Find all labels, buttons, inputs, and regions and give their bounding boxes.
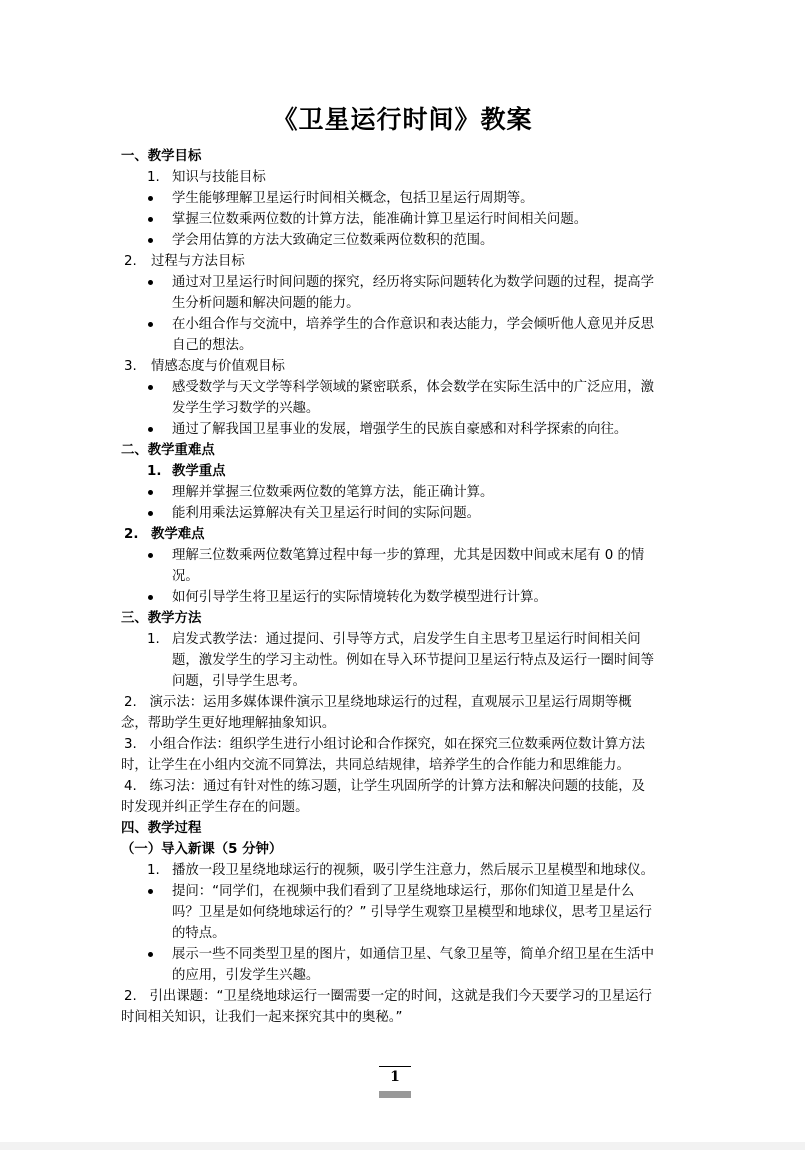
bullet-icon [148,217,153,222]
list-item: 学会用估算的方法大致确定三位数乘两位数积的范围。 [172,233,494,248]
subheading: 过程与方法目标 [151,254,245,269]
list-item-continued: 的应用，引发学生兴趣。 [172,968,320,983]
list-item: 在小组合作与交流中，培养学生的合作意识和表达能力，学会倾听他人意见并反思 [172,317,655,332]
paragraph-line: 4. 练习法：通过有针对性的练习题，让学生巩固所学的计算方法和解决问题的技能，及 [124,779,645,794]
subheading: 情感态度与价值观目标 [151,359,285,374]
list-number: 1. [147,632,160,647]
list-item: 理解三位数乘两位数笔算过程中每一步的算理，尤其是因数中间或末尾有 0 的情 [172,548,645,563]
list-number: 3. [124,359,137,374]
paragraph-line: 2. 演示法：运用多媒体课件演示卫星绕地球运行的过程，直观展示卫星运行周期等概 [124,695,632,710]
paragraph-line: 播放一段卫星绕地球运行的视频，吸引学生注意力，然后展示卫星模型和地球仪。 [172,863,655,878]
paragraph-line: 时，让学生在小组内交流不同算法，共同总结规律，培养学生的合作能力和思维能力。 [121,758,630,773]
paragraph-line: 3. 小组合作法：组织学生进行小组讨论和合作探究，如在探究三位数乘两位数计算方法 [124,737,645,752]
list-item-continued: 发学生学习数学的兴趣。 [172,401,320,416]
paragraph-line: 启发式教学法：通过提问、引导等方式，启发学生自主思考卫星运行时间相关问 [172,632,641,647]
list-item: 理解并掌握三位数乘两位数的笔算方法，能正确计算。 [172,485,494,500]
paragraph-line: 2. 引出课题：“卫星绕地球运行一圈需要一定的时间，这就是我们今天要学习的卫星运行 [124,989,652,1004]
bullet-icon [148,595,153,600]
bullet-icon [148,280,153,285]
section-heading: 三、教学方法 [121,611,202,626]
bullet-icon [148,952,153,957]
paragraph-line: 题，激发学生的学习主动性。例如在导入环节提问卫星运行特点及运行一圈时间等 [172,653,655,668]
list-item: 通过对卫星运行时间问题的探究，经历将实际问题转化为数学问题的过程，提高学 [172,275,655,290]
subheading: （一）导入新课（5 分钟） [121,842,283,857]
paragraph-line: 问题，引导学生思考。 [172,674,306,689]
page-number: 1 [390,1069,400,1085]
bullet-icon [148,889,153,894]
list-item: 能利用乘法运算解决有关卫星运行时间的实际问题。 [172,506,480,521]
paragraph-line: 念，帮助学生更好地理解抽象知识。 [121,716,336,731]
list-item-continued: 的特点。 [172,926,226,941]
list-number: 1. [147,170,160,185]
footer-rule [379,1066,411,1067]
list-item-continued: 自己的想法。 [172,338,253,353]
list-item: 提问：“同学们，在视频中我们看到了卫星绕地球运行，那你们知道卫星是什么 [172,884,635,899]
list-item: 掌握三位数乘两位数的计算方法，能准确计算卫星运行时间相关问题。 [172,212,588,227]
bullet-icon [148,553,153,558]
list-item-continued: 吗？卫星是如何绕地球运行的？” 引导学生观察卫星模型和地球仪，思考卫星运行 [172,905,652,920]
bullet-icon [148,238,153,243]
list-number: 2. [124,527,139,542]
bullet-icon [148,322,153,327]
list-item: 学生能够理解卫星运行时间相关概念，包括卫星运行周期等。 [172,191,534,206]
list-item: 如何引导学生将卫星运行的实际情境转化为数学模型进行计算。 [172,590,547,605]
bullet-icon [148,385,153,390]
bullet-icon [148,511,153,516]
section-heading: 二、教学重难点 [121,443,215,458]
list-number: 1. [147,464,162,479]
list-item: 展示一些不同类型卫星的图片，如通信卫星、气象卫星等，简单介绍卫星在生活中 [172,947,655,962]
subheading: 知识与技能目标 [172,170,266,185]
list-number: 1. [147,863,160,878]
footer-bar [379,1091,411,1098]
list-item-continued: 况。 [172,569,199,584]
bullet-icon [148,427,153,432]
subheading: 教学难点 [151,527,205,542]
bullet-icon [148,490,153,495]
section-heading: 四、教学过程 [121,821,202,836]
section-heading: 一、教学目标 [121,149,202,164]
list-item: 感受数学与天文学等科学领域的紧密联系，体会数学在实际生活中的广泛应用，激 [172,380,655,395]
bullet-icon [148,196,153,201]
subheading: 教学重点 [172,464,226,479]
list-number: 2. [124,254,137,269]
list-item-continued: 生分析问题和解决问题的能力。 [172,296,360,311]
page-title: 《卫星运行时间》教案 [272,105,533,134]
list-item: 通过了解我国卫星事业的发展，增强学生的民族自豪感和对科学探索的向往。 [172,422,628,437]
paragraph-line: 时间相关知识，让我们一起来探究其中的奥秘。” [121,1010,403,1025]
paragraph-line: 时发现并纠正学生存在的问题。 [121,800,309,815]
